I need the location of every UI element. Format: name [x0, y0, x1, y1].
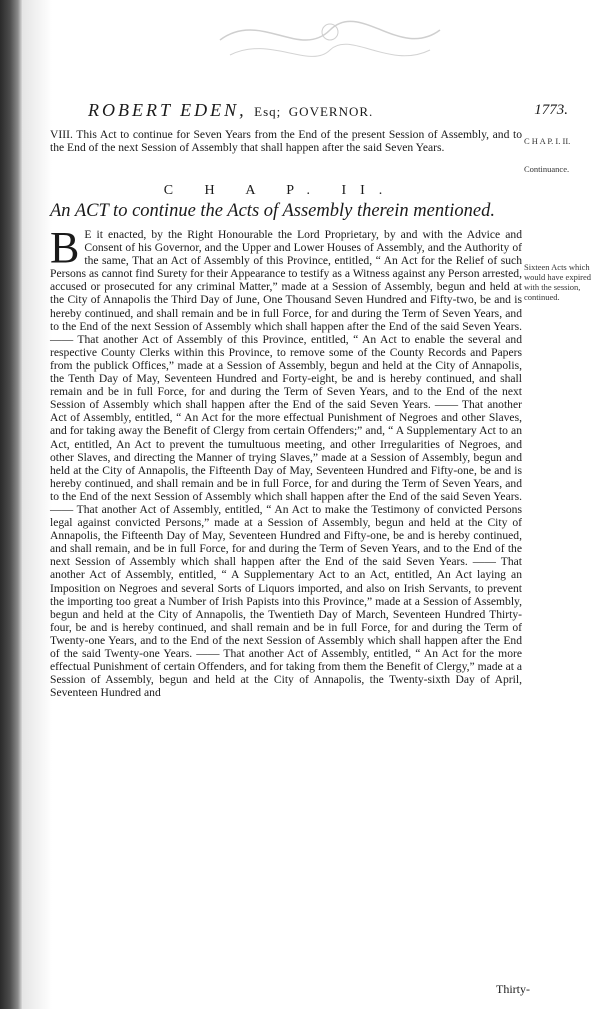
- drop-cap: B: [50, 223, 80, 272]
- bleed-through-ornament: [200, 0, 460, 70]
- governor-title: GOVERNOR.: [288, 104, 374, 119]
- page-binding-fade: [22, 0, 52, 1009]
- catchword: Thirty-: [496, 982, 530, 996]
- page-binding-shadow: [0, 0, 22, 1009]
- governor-name: ROBERT EDEN,: [88, 100, 247, 120]
- section-viii-text: VIII. This Act to continue for Seven Years from the End of the present Session of Assembly, and to the End of the next Session of Assembly that shall happen after the said Seven Years.: [50, 128, 522, 155]
- esquire-abbrev: Esq;: [254, 104, 282, 119]
- margin-chap-ref: C H A P. I. II.: [524, 136, 571, 146]
- year-label: 1773.: [534, 102, 568, 118]
- margin-continuance: Continuance.: [524, 164, 570, 174]
- chapter-heading: C H A P. II.: [163, 183, 397, 198]
- act-body: [50, 223, 522, 978]
- running-header: [88, 100, 568, 124]
- act-body-text: E it enacted, by the Right Honourable the Lord Proprietary, by and with the Advice and Consent of his Governor, and the Upper and Lower Houses of Assembly, and the Authority of the same, That an Act of Assembly of this Province, entitled, “ An Act for the Relief of such Persons as cannot find Surety for their Appearance to testify as a Witness against any Person arrested, accused or prosecuted for any criminal Matter,” made at a Session of Assembly, begun and held at the City of Annapolis the Third Day of June, One Thousand Seven Hundred and Fifty-two, be and is hereby continued, and shall remain and be in full Force, for and during the Term of Seven Years, and to the End of the next Session of Assembly which shall happen after the End of the said Seven Years. —— That another Act of Assembly of this Province, entitled, “ An Act to enable the several and respective County Clerks within this Province, to remove some of the County Records and Papers from the publick Offices,” made at a Session of Assembly, begun and held at the City of Annapolis, the Tenth Day of May, Seventeen Hundred and Forty-eight, be and is hereby continued, and shall remain and be in full Force, for and during the Term of Seven Years, and to the End of the next Session of Assembly which shall happen after the End of the said Seven Years. —— That another Act of Assembly, entitled, “ An Act for the more effectual Punishment of Negroes and other Slaves, and for taking away the Benefit of Clergy from certain Offenders;” and, “ A Supplementary Act to an Act, entitled, An Act to prevent the tumultuous meeting, and other Irregularities of Negroes, and other Slaves, and directing the Manner of trying Slaves,” made at a Session of Assembly, begun and held at the City of Annapolis, the Fifteenth Day of May, Seventeen Hundred and Fifty-one, be and is hereby continued, and shall remain and be in full Force, for and during the Term of Seven Years, and to the End of the next Session of Assembly which shall happen after the End of the said Seven Years. —— That another Act of Assembly, entitled, “ An Act to make the Testimony of convicted Persons legal against convicted Persons,” made at a Session of Assembly, begun and held at the City of Annapolis, the Fifteenth Day of May, Seventeen Hundred and Fifty-one, be and is hereby continued, and shall remain, and be in full Force, for and during the Term of Seven Years, and to the End of the next Session of Assembly which shall happen after the End of the said Seven Years. —— That another Act of Assembly, entitled, “ A Supplementary Act to an Act, entitled, An Act laying an Imposition on Negroes and several Sorts of Liquors imported, and also on Irish Servants, to prevent the importing too great a Number of Irish Papists into this Province,” made at a Session of Assembly, begun and held at the City of Annapolis, the Twentieth Day of March, Seventeen Hundred Thirty-four, be and is hereby continued, and shall remain and be in full Force, for and during the Term of Twenty-one Years, and to the End of the next Session of Assembly which shall happen after the End of the said Twenty-one Years. —— That another Act of Assembly, entitled, “ An Act for the more effectual Punishment of certain Offenders, and for taking from them the Benefit of Clergy,” made at a Session of Assembly, begun and held at the City of Annapolis, the Twenty-sixth Day of April, Seventeen Hundred and: [50, 228, 522, 700]
- margin-sixteen-acts: Sixteen Acts which would have expired with the session, continued.: [524, 262, 592, 302]
- act-title: An ACT to continue the Acts of Assembly therein mentioned.: [50, 201, 495, 221]
- running-head: [88, 100, 373, 121]
